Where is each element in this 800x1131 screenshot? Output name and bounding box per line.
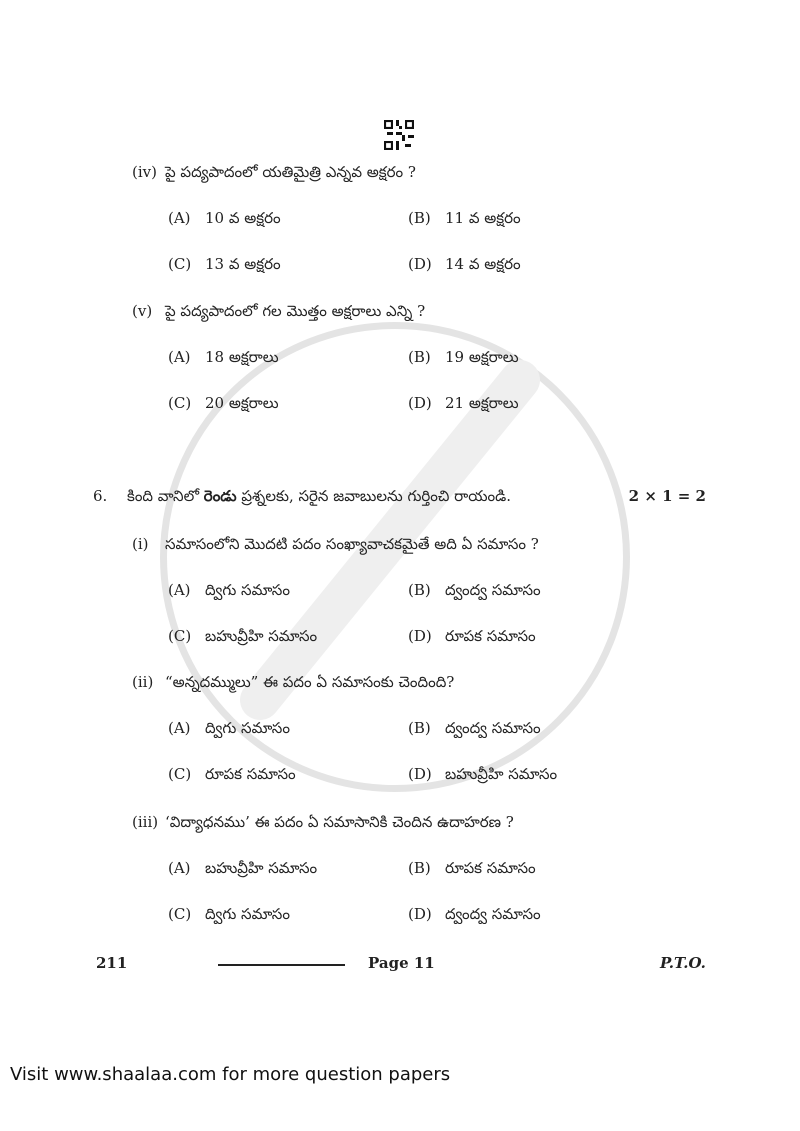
question-text: సమాసంలోని మొదటి పదం సంఖ్యావాచకమైతే అది ఏ సమాసం ? bbox=[165, 535, 539, 553]
option-text: 11 వ అక్షరం bbox=[445, 209, 521, 227]
question-number: (iii) bbox=[132, 813, 159, 831]
option-text: 13 వ అక్షరం bbox=[205, 255, 281, 273]
option-text: ద్వంద్వ సమాసం bbox=[445, 905, 541, 923]
question-text: పై పద్యపాదంలో గల మొత్తం అక్షరాలు ఎన్ని ? bbox=[165, 302, 426, 320]
option-label: (C) bbox=[168, 905, 192, 923]
option-text: రూపక సమాసం bbox=[205, 765, 296, 783]
option-label: (B) bbox=[408, 209, 431, 227]
option-label: (A) bbox=[168, 581, 191, 599]
marks-label: 2 × 1 = 2 bbox=[628, 487, 706, 505]
option-text: 20 అక్షరాలు bbox=[205, 394, 279, 412]
option-label: (B) bbox=[408, 581, 431, 599]
option-text: రూపక సమాసం bbox=[445, 627, 536, 645]
option-text: 19 అక్షరాలు bbox=[445, 348, 519, 366]
option-label: (D) bbox=[408, 627, 432, 645]
option-label: (D) bbox=[408, 765, 432, 783]
option-label: (B) bbox=[408, 719, 431, 737]
option-label: (C) bbox=[168, 394, 192, 412]
option-label: (A) bbox=[168, 859, 191, 877]
instruction-text-post: ప్రశ్నలకు, సరైన జవాబులను గుర్తించి రాయండి. bbox=[236, 487, 511, 505]
question-number: (iv) bbox=[132, 163, 157, 181]
question-number: (i) bbox=[132, 535, 149, 553]
option-text: 14 వ అక్షరం bbox=[445, 255, 521, 273]
question-number: (ii) bbox=[132, 673, 154, 691]
option-label: (C) bbox=[168, 255, 192, 273]
page-number: Page 11 bbox=[368, 954, 435, 972]
option-text: బహువ్రీహి సమాసం bbox=[205, 627, 318, 645]
option-text: ద్వంద్వ సమాసం bbox=[445, 719, 541, 737]
instruction-text-pre: కింది వానిలో bbox=[127, 487, 204, 505]
option-label: (A) bbox=[168, 719, 191, 737]
option-text: ద్విగు సమాసం bbox=[205, 905, 290, 923]
option-label: (A) bbox=[168, 348, 191, 366]
option-text: ద్విగు సమాసం bbox=[205, 719, 290, 737]
qr-code-icon bbox=[384, 120, 414, 150]
question-number: (v) bbox=[132, 302, 153, 320]
option-text: రూపక సమాసం bbox=[445, 859, 536, 877]
option-text: ద్విగు సమాసం bbox=[205, 581, 290, 599]
visit-banner: Visit www.shaalaa.com for more question papers bbox=[10, 1064, 451, 1085]
instruction-text-bold: రెండు bbox=[203, 487, 237, 505]
option-label: (C) bbox=[168, 627, 192, 645]
option-text: బహువ్రీహి సమాసం bbox=[445, 765, 558, 783]
option-label: (D) bbox=[408, 255, 432, 273]
question-text: “అన్నదమ్ములు” ఈ పదం ఏ సమాసంకు చెందింది? bbox=[165, 673, 455, 691]
option-text: 10 వ అక్షరం bbox=[205, 209, 281, 227]
option-label: (B) bbox=[408, 348, 431, 366]
question-text: పై పద్యపాదంలో యతిమైత్రి ఎన్నవ అక్షరం ? bbox=[165, 163, 416, 181]
option-label: (D) bbox=[408, 905, 432, 923]
question-text: ‘విద్యాధనము’ ఈ పదం ఏ సమాసానికి చెందిన ఉదాహరణ ? bbox=[165, 813, 514, 831]
option-text: 21 అక్షరాలు bbox=[445, 394, 519, 412]
option-label: (A) bbox=[168, 209, 191, 227]
option-text: 18 అక్షరాలు bbox=[205, 348, 279, 366]
paper-code: 211 bbox=[96, 954, 128, 972]
option-text: ద్వంద్వ సమాసం bbox=[445, 581, 541, 599]
option-label: (D) bbox=[408, 394, 432, 412]
pto-label: P.T.O. bbox=[660, 954, 706, 972]
question-instruction bbox=[127, 487, 607, 506]
option-label: (C) bbox=[168, 765, 192, 783]
footer-rule bbox=[218, 964, 345, 966]
option-text: బహువ్రీహి సమాసం bbox=[205, 859, 318, 877]
question-number: 6. bbox=[93, 487, 108, 505]
option-label: (B) bbox=[408, 859, 431, 877]
